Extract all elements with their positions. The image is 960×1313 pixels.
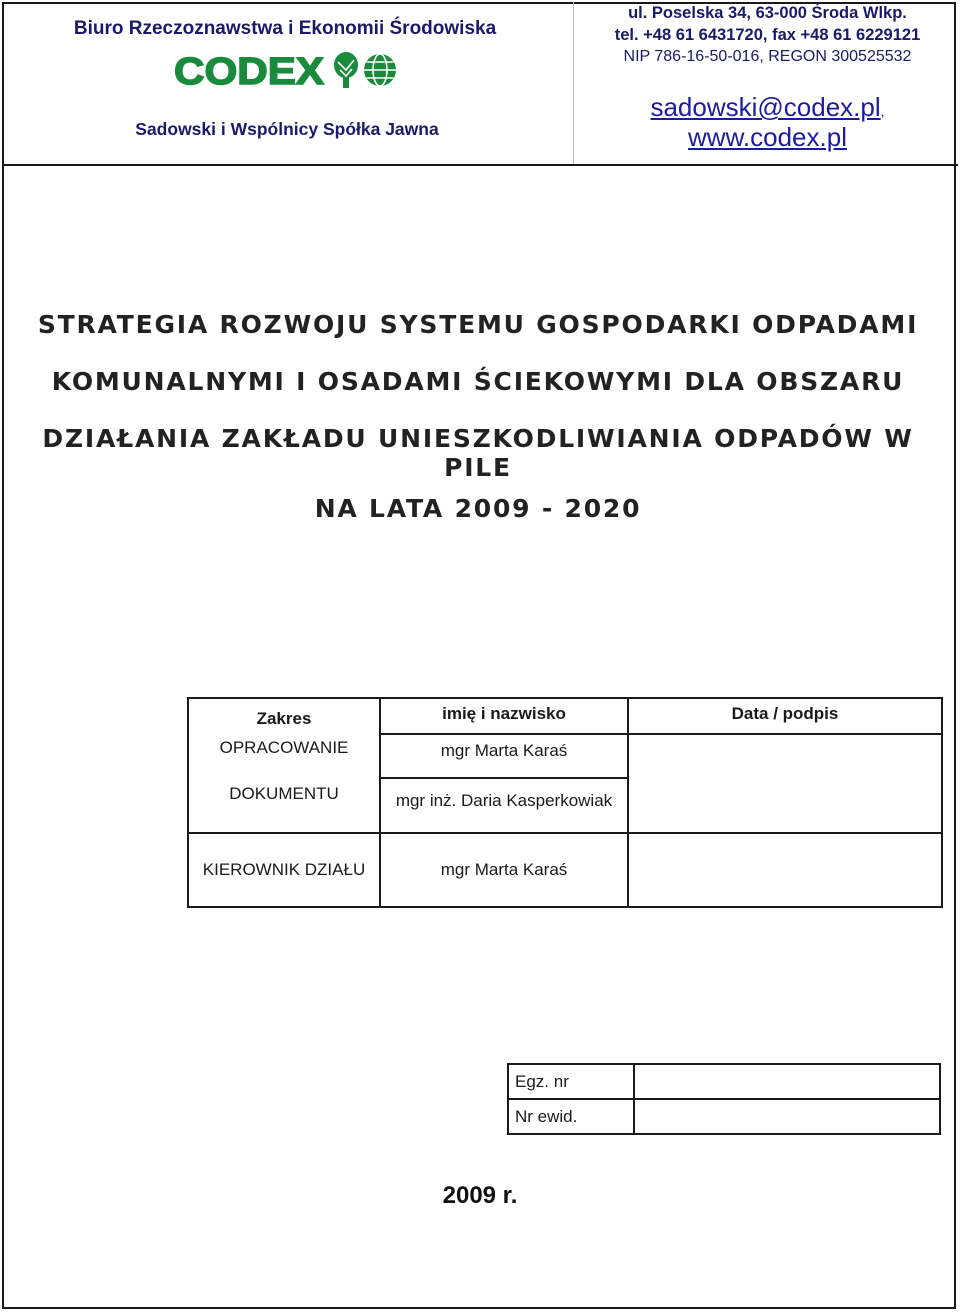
scope-opracowanie: OPRACOWANIE <box>219 738 349 757</box>
address-phone: tel. +48 61 6431720, fax +48 61 6229121 <box>614 26 921 44</box>
name-header-box <box>381 699 627 735</box>
name-header: imię i nazwisko <box>442 704 566 723</box>
name-3-cell <box>380 833 628 907</box>
company-name: Biuro Rzeczoznawstwa i Ekonomii Środowiska <box>73 18 497 39</box>
signature-cell <box>628 698 942 833</box>
signature-cell-2 <box>628 833 942 907</box>
table-row <box>188 833 942 907</box>
document-title-line-1: STRATEGIA ROZWOJU SYSTEMU GOSPODARKI ODPADAMI <box>37 310 919 339</box>
globe-icon <box>364 54 396 86</box>
date-header-box <box>629 699 941 735</box>
address-tax-ids: NIP 786-16-50-016, REGON 300525532 <box>623 48 912 65</box>
name-2-box <box>381 779 627 811</box>
date-header: Data / podpis <box>731 704 839 723</box>
email-separator: , <box>880 103 885 119</box>
name-2: mgr inż. Daria Kasperkowiak <box>395 791 613 810</box>
table-row <box>508 1064 940 1099</box>
kierownik-cell <box>188 833 380 907</box>
document-title-line-2: KOMUNALNYMI I OSADAMI ŚCIEKOWYMI DLA OBSZARU <box>51 367 905 396</box>
header-divider <box>573 2 574 164</box>
name-1: mgr Marta Karaś <box>440 741 568 760</box>
scope-cell <box>188 698 380 833</box>
names-cell <box>380 698 628 833</box>
copy-number-table <box>507 1063 941 1135</box>
authors-table <box>187 697 943 908</box>
email-link[interactable]: sadowski@codex.pl <box>650 92 881 122</box>
table-row <box>508 1099 940 1134</box>
email-line <box>580 92 955 123</box>
codex-logo <box>172 50 398 90</box>
tree-icon <box>334 52 358 88</box>
scope-dokumentu: DOKUMENTU <box>229 784 339 803</box>
scope-header: Zakres <box>256 709 312 728</box>
name-1-box <box>381 735 627 779</box>
website-link[interactable]: www.codex.pl <box>688 122 847 152</box>
company-subtitle: Sadowski i Wspólnicy Spółka Jawna <box>135 119 439 139</box>
name-3: mgr Marta Karaś <box>440 860 568 879</box>
website-line <box>580 122 955 153</box>
table-row <box>188 698 942 833</box>
document-title-line-3: DZIAŁANIA ZAKŁADU UNIESZKODLIWIANIA ODPADÓW W PILE <box>42 424 914 482</box>
header-separator <box>2 164 958 166</box>
copy-no-label: Egz. nr <box>508 1064 634 1099</box>
document-year: 2009 r. <box>442 1182 518 1209</box>
record-no-value <box>634 1099 940 1134</box>
scope-kierownik: KIEROWNIK DZIAŁU <box>202 860 366 879</box>
logo-text: CODEX <box>174 51 325 90</box>
copy-no-value <box>634 1064 940 1099</box>
address-street: ul. Poselska 34, 63-000 Środa Wlkp. <box>628 4 907 22</box>
document-title-line-4: NA LATA 2009 - 2020 <box>314 494 642 523</box>
record-no-label: Nr ewid. <box>508 1099 634 1134</box>
